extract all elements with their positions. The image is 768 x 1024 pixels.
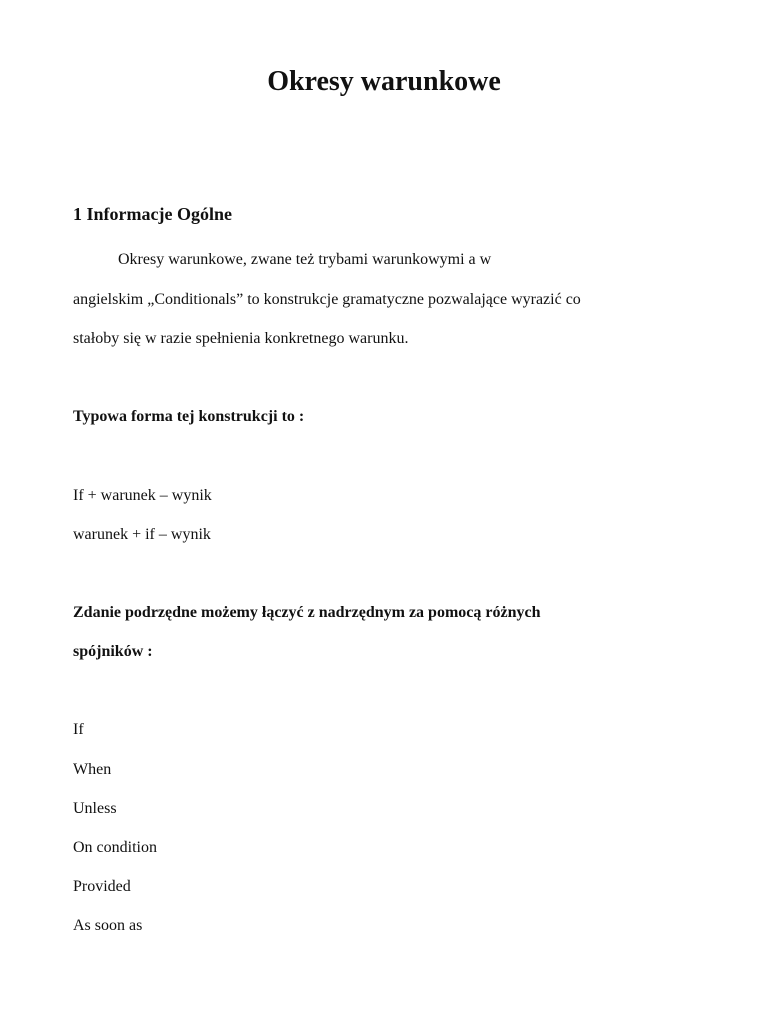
- conjunctions-heading-line-1: Zdanie podrzędne możemy łączyć z nadrzędnym za pomocą różnych: [73, 604, 541, 621]
- conjunction-item: If: [73, 721, 84, 738]
- conjunction-item: As soon as: [73, 917, 143, 934]
- conjunctions-heading-line-2: spójników :: [73, 643, 153, 660]
- conjunction-item: On condition: [73, 839, 157, 856]
- document-title: Okresy warunkowe: [267, 66, 501, 97]
- intro-line-1: Okresy warunkowe, zwane też trybami warunkowymi a w: [118, 251, 492, 268]
- form-heading: Typowa forma tej konstrukcji to :: [73, 408, 305, 425]
- conjunction-item: Unless: [73, 800, 117, 817]
- conjunction-item: When: [73, 761, 112, 778]
- form-line-2: warunek + if – wynik: [73, 526, 211, 543]
- form-line-1: If + warunek – wynik: [73, 487, 212, 504]
- conjunction-item: Provided: [73, 878, 131, 895]
- intro-line-2: angielskim „Conditionals” to konstrukcje gramatyczne pozwalające wyrazić co: [73, 291, 581, 308]
- intro-line-3: stałoby się w razie spełnienia konkretnego warunku.: [73, 330, 409, 347]
- section-heading: 1 Informacje Ogólne: [73, 204, 232, 224]
